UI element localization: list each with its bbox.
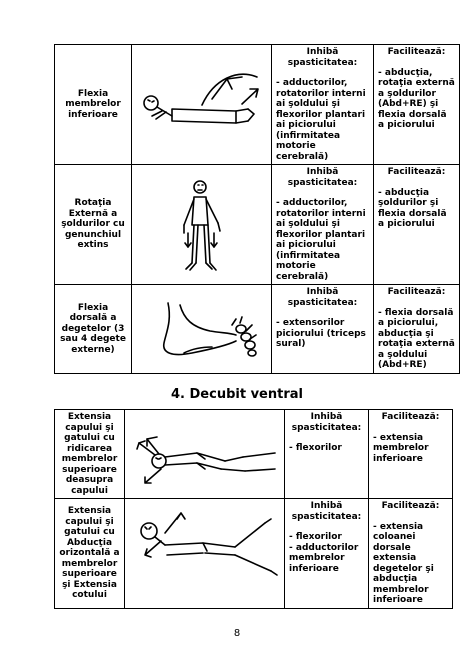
inhibits-header: Inhibă spasticitatea: xyxy=(287,167,358,188)
inhibits-header: Inhibă spasticitatea: xyxy=(287,287,358,308)
inhibits-body: - adductorilor, rotatorilor interni ai şoldului şi flexorilor plantari ai piciorului (infirmitatea motorie cerebrală) xyxy=(276,78,366,162)
position-cell: Extensia capului şi gatului cu Abducţia orizontală a membrelor superioare şi Extensia cotului xyxy=(55,499,125,609)
prone-arms-abducted-figure xyxy=(125,503,284,603)
position-cell: Flexia membrelor inferioare xyxy=(55,45,132,165)
position-cell: Rotaţia Externă a şoldurilor cu genunchiul extins xyxy=(55,165,132,285)
inhibits-header: Inhibă spasticitatea: xyxy=(291,501,362,522)
inhibits-body: - flexorilor - adductorilor membrelor inferioare xyxy=(289,532,359,574)
figure-cell xyxy=(132,285,272,374)
facilitates-header: Facilitează: xyxy=(387,167,446,177)
inhibits-body: - flexorilor xyxy=(289,443,342,453)
inhibits-cell xyxy=(272,285,374,374)
facilitates-cell xyxy=(374,165,460,285)
page-number: 8 xyxy=(233,628,241,639)
inhibits-cell xyxy=(285,410,369,499)
facilitates-cell xyxy=(374,285,460,374)
position-cell: Extensia capului şi gatului cu ridicarea membrelor superioare deasupra capului xyxy=(55,410,125,499)
inhibits-body: - extensorilor piciorului (triceps sural) xyxy=(276,318,366,349)
facilitates-body: - extensia coloanei dorsale extensia degetelor şi abducţia membrelor inferioare xyxy=(373,521,434,605)
facilitates-cell xyxy=(369,499,453,609)
facilitates-body: - flexia dorsală a piciorului, abducţia şi rotaţia externă a şoldului (Abd+RE) xyxy=(378,307,455,370)
table-row xyxy=(55,45,460,165)
standing-external-rotation-figure xyxy=(132,173,271,276)
table-row xyxy=(55,499,453,609)
inhibits-cell xyxy=(285,499,369,609)
inhibits-header: Inhibă spasticitatea: xyxy=(287,47,358,68)
facilitates-body: - extensia membrelor inferioare xyxy=(373,432,429,464)
figure-cell xyxy=(125,410,285,499)
figure-cell xyxy=(132,45,272,165)
inhibits-cell xyxy=(272,45,374,165)
facilitates-body: - abducţia şoldurilor şi flexia dorsală a piciorului xyxy=(378,187,447,229)
prone-arms-overhead-figure xyxy=(125,413,284,496)
facilitates-body: - abducţia, rotaţia externă a şoldurilor (Abd+RE) şi flexia dorsală a piciorului xyxy=(378,67,455,130)
supine-leg-flexion-figure xyxy=(132,59,271,151)
foot-toe-dorsiflexion-figure xyxy=(132,291,271,367)
table-row xyxy=(55,285,460,374)
figure-cell xyxy=(125,499,285,609)
table-row xyxy=(55,165,460,285)
facilitates-header: Facilitează: xyxy=(387,287,446,297)
figure-cell xyxy=(132,165,272,285)
section-title: 4. Decubit ventral xyxy=(171,387,303,402)
inhibits-body: - adductorilor, rotatorilor interni ai şoldului şi flexorilor plantari ai piciorului (infirmitatea motorie cerebrală) xyxy=(276,198,366,282)
table-row xyxy=(55,410,453,499)
facilitates-cell xyxy=(374,45,460,165)
facilitates-header: Facilitează: xyxy=(381,501,440,511)
exercise-table-supine xyxy=(54,44,460,374)
inhibits-cell xyxy=(272,165,374,285)
position-cell: Flexia dorsală a degetelor (3 sau 4 degete externe) xyxy=(55,285,132,374)
facilitates-header: Facilitează: xyxy=(381,412,440,422)
facilitates-cell xyxy=(369,410,453,499)
facilitates-header: Facilitează: xyxy=(387,47,446,57)
exercise-table-prone xyxy=(54,409,453,609)
inhibits-header: Inhibă spasticitatea: xyxy=(291,412,362,433)
